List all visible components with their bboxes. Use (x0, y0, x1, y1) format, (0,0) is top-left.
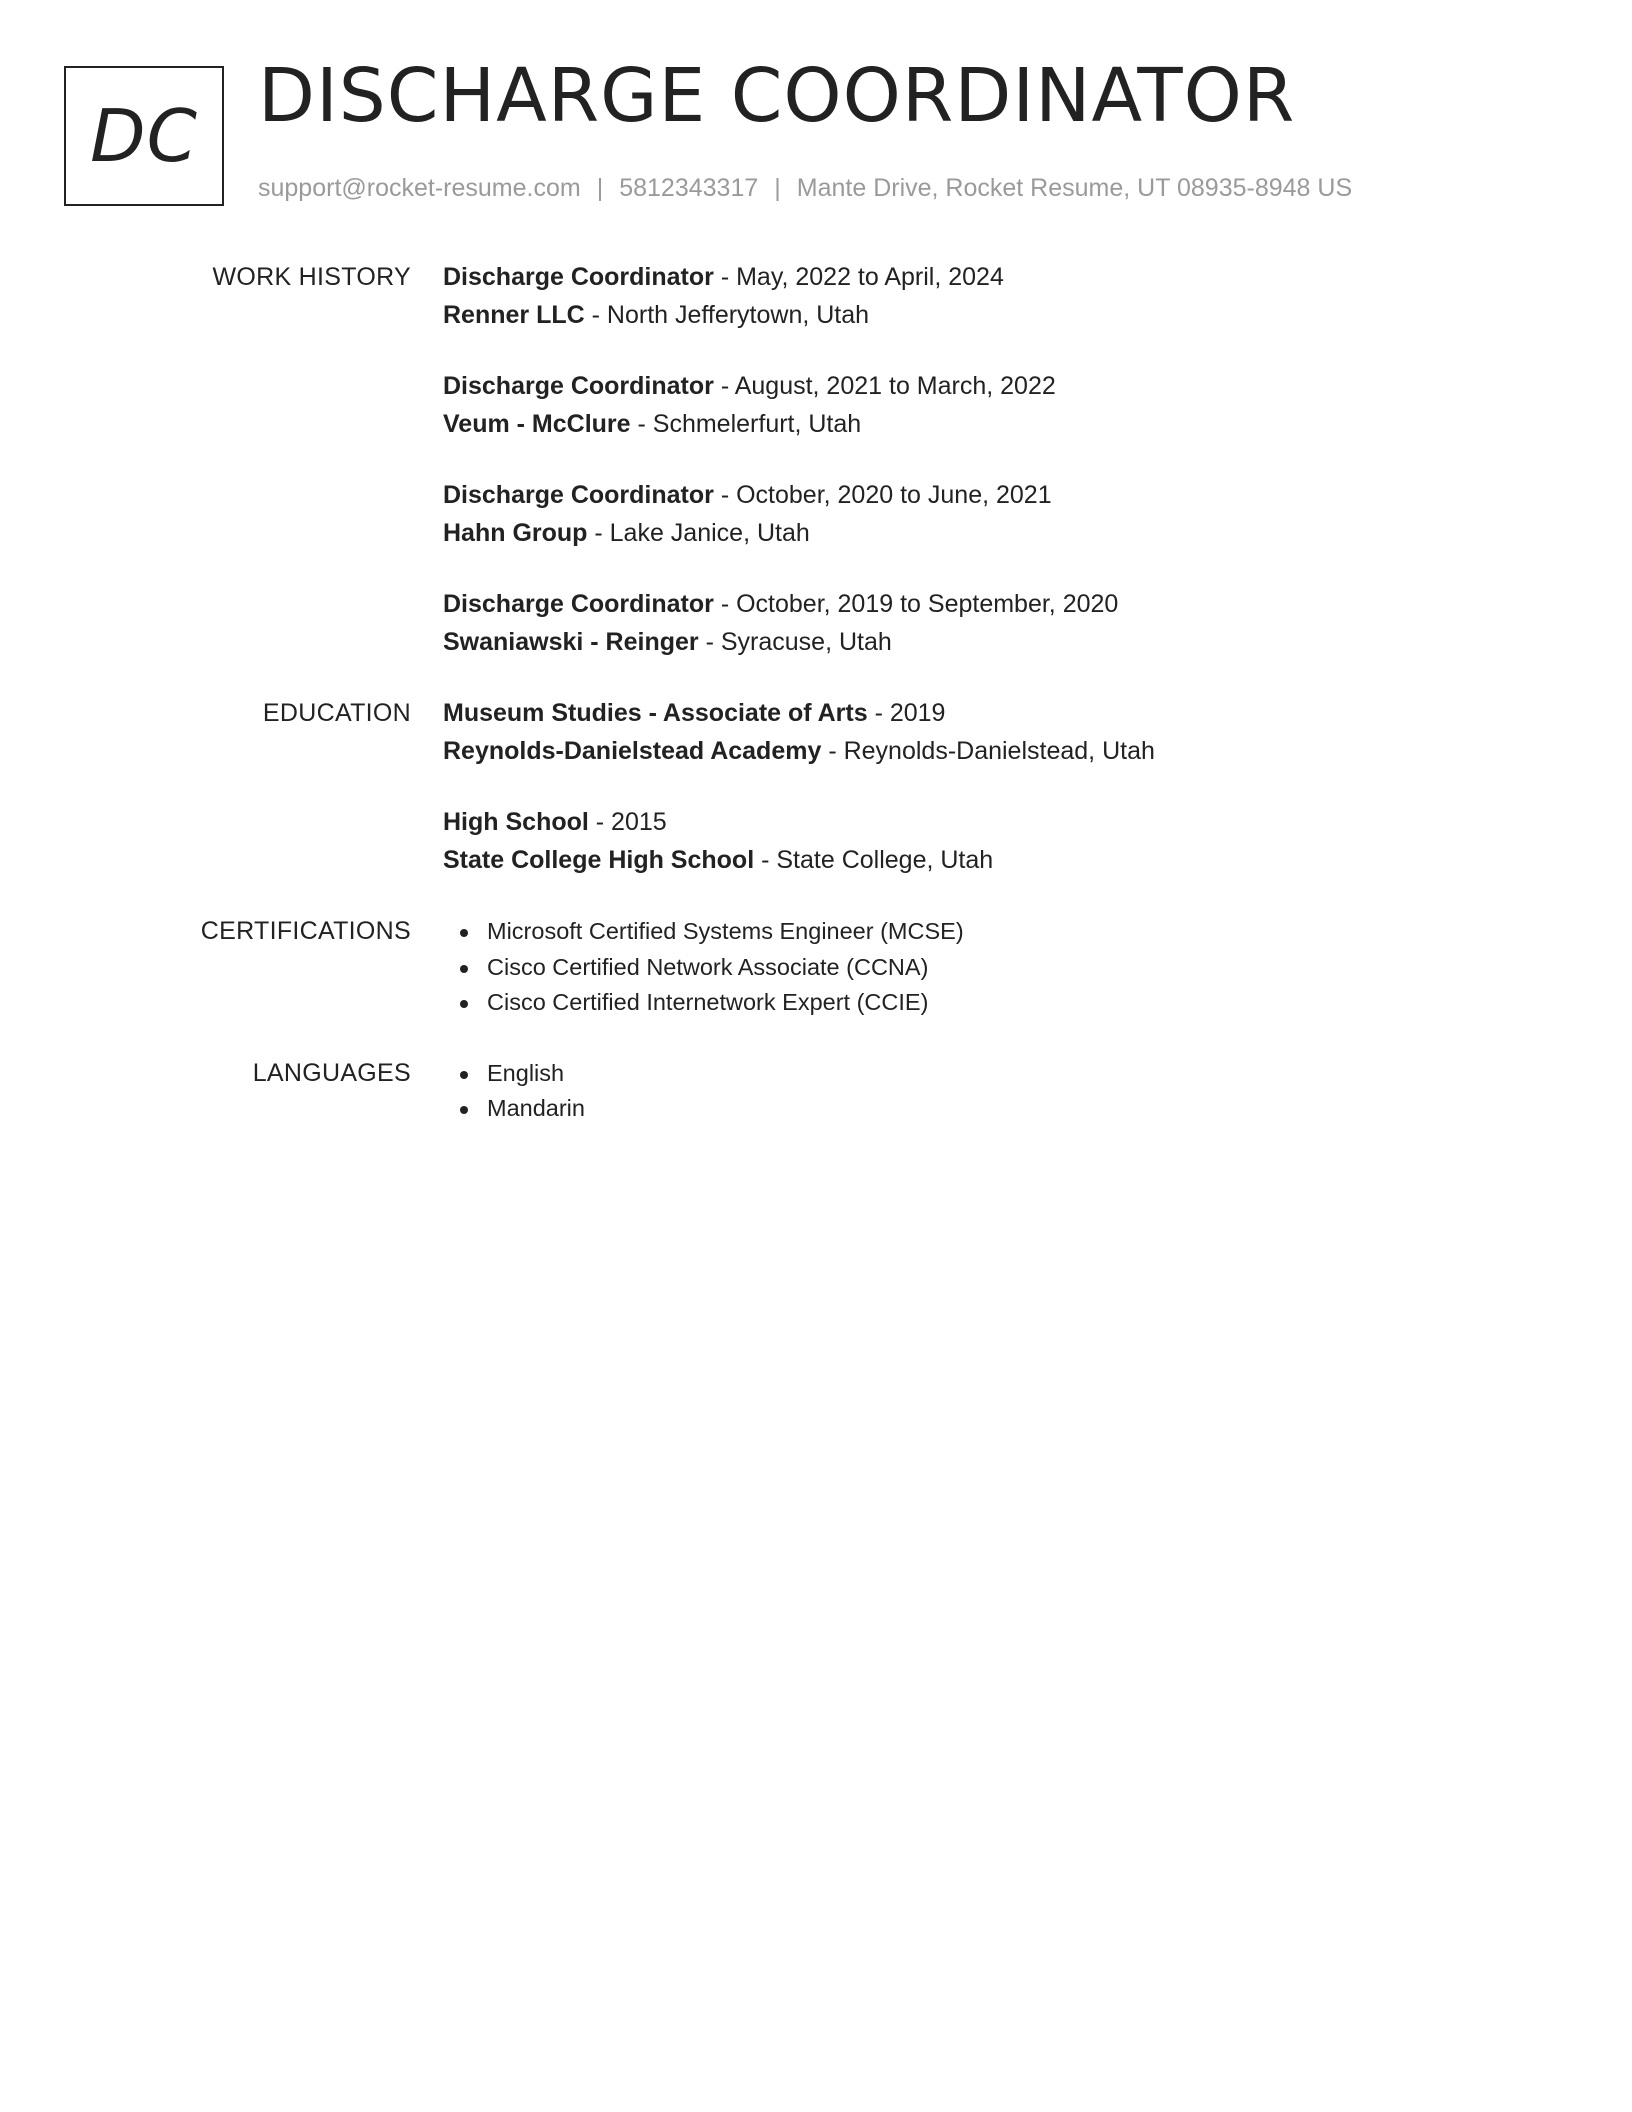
certifications-section (0, 912, 1632, 1054)
education-list (443, 694, 1543, 912)
education-entry (443, 694, 1543, 770)
languages-list (443, 1056, 1543, 1127)
job-dates: - May, 2022 to April, 2024 (713, 263, 1004, 291)
work-entry-employer (443, 405, 1543, 443)
work-entry (443, 258, 1543, 334)
resume-sections (0, 258, 1632, 1160)
school-name: Reynolds-Danielstead Academy (443, 737, 822, 765)
certifications-list (443, 914, 1543, 1021)
company-name: Swaniawski - Reinger (443, 628, 699, 656)
monogram-initials: DC (90, 94, 198, 178)
job-title: Discharge Coordinator (443, 590, 714, 618)
job-title: Discharge Coordinator (443, 372, 714, 400)
work-entry-heading (443, 258, 1543, 296)
company-location: - Lake Janice, Utah (587, 519, 810, 547)
languages-body (443, 1054, 1543, 1160)
list-item: English (443, 1056, 1543, 1092)
company-name: Renner LLC (443, 301, 585, 329)
section-label-work-history: WORK HISTORY (212, 263, 411, 291)
section-label-languages: LANGUAGES (252, 1058, 411, 1087)
contact-line (258, 172, 1352, 205)
contact-address: Mante Drive, Rocket Resume, UT 08935-8948 US (796, 174, 1353, 202)
contact-phone: 5812343317 (619, 174, 759, 202)
job-title: Discharge Coordinator (443, 481, 714, 509)
job-title: Discharge Coordinator (443, 263, 714, 291)
degree-year: - 2015 (588, 808, 667, 836)
work-history-section (0, 258, 1632, 694)
monogram-box (64, 66, 224, 206)
job-dates: - August, 2021 to March, 2022 (713, 372, 1056, 400)
education-entry-school (443, 732, 1543, 770)
section-label-education: EDUCATION (262, 699, 411, 727)
work-entry-employer (443, 514, 1543, 552)
company-name: Hahn Group (443, 519, 588, 547)
contact-email: support@rocket-resume.com (258, 174, 581, 202)
job-dates: - October, 2020 to June, 2021 (713, 481, 1052, 509)
education-section (0, 694, 1632, 912)
school-location: - State College, Utah (754, 846, 994, 874)
list-item: Cisco Certified Internetwork Expert (CCIE) (443, 985, 1543, 1021)
work-entry (443, 585, 1543, 661)
school-name: State College High School (443, 846, 755, 874)
work-entry (443, 476, 1543, 552)
list-item: Mandarin (443, 1091, 1543, 1127)
section-label-certifications: CERTIFICATIONS (200, 917, 411, 945)
work-entry (443, 367, 1543, 443)
list-item: Microsoft Certified Systems Engineer (MCSE) (443, 914, 1543, 950)
work-entry-employer (443, 296, 1543, 334)
degree-name: Museum Studies - Associate of Arts (443, 699, 868, 727)
work-entry-heading (443, 367, 1543, 405)
work-entry-employer (443, 623, 1543, 661)
list-item: Cisco Certified Network Associate (CCNA) (443, 950, 1543, 986)
company-location: - North Jefferytown, Utah (584, 301, 870, 329)
degree-year: - 2019 (867, 699, 946, 727)
education-entry (443, 803, 1543, 879)
company-name: Veum - McClure (443, 410, 631, 438)
certifications-body (443, 912, 1543, 1054)
school-location: - Reynolds-Danielstead, Utah (821, 737, 1155, 765)
job-dates: - October, 2019 to September, 2020 (713, 590, 1119, 618)
education-entry-heading (443, 803, 1543, 841)
work-history-list (443, 258, 1543, 694)
degree-name: High School (443, 808, 589, 836)
page-title: DISCHARGE COORDINATOR (258, 53, 1296, 139)
company-location: - Schmelerfurt, Utah (630, 410, 862, 438)
education-entry-school (443, 841, 1543, 879)
company-location: - Syracuse, Utah (698, 628, 892, 656)
work-entry-heading (443, 476, 1543, 514)
contact-separator: | (774, 174, 781, 202)
work-entry-heading (443, 585, 1543, 623)
contact-separator: | (596, 174, 604, 202)
education-entry-heading (443, 694, 1543, 732)
languages-section (0, 1054, 1632, 1160)
